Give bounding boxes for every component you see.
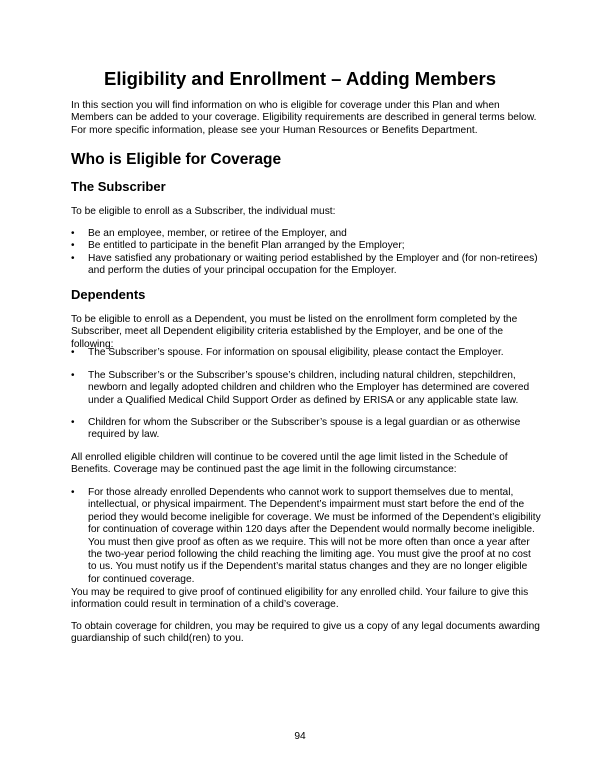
bullet-icon: • xyxy=(71,347,75,358)
dependents-guardian-list xyxy=(71,417,541,442)
bullet-icon: • xyxy=(71,240,75,252)
list-item xyxy=(71,347,541,359)
page-number: 94 xyxy=(294,731,306,742)
list-item-text: The Subscriber’s spouse. For information on spousal eligibility, please contact the Employer. xyxy=(88,347,504,358)
list-item xyxy=(71,417,541,442)
age-limit-paragraph: All enrolled eligible children will continue to be covered until the age limit listed in the Schedule of Benefits. Coverage may be continued past the age limit in the following circumstance: xyxy=(71,452,508,476)
list-item xyxy=(71,240,541,252)
subsection-heading-dependents: Dependents xyxy=(71,287,146,302)
dependents-lead-text: To be eligible to enroll as a Dependent, you must be listed on the enrollment form completed by the Subscriber, meet all Dependent eligibility criteria established by the Employer, and be one of the following: xyxy=(71,314,518,350)
list-item-text: Children for whom the Subscriber or the Subscriber’s spouse is a legal guardian or as otherwise required by law. xyxy=(88,417,521,441)
list-item xyxy=(71,370,541,407)
list-item xyxy=(71,487,541,586)
proof-paragraph: You may be required to give proof of continued eligibility for any enrolled child. Your failure to give this information could result in termination of a child’s coverage. xyxy=(71,587,529,611)
bullet-icon: • xyxy=(71,417,75,428)
list-item-text: For those already enrolled Dependents who cannot work to support themselves due to mental, intellectual, or physical impairment. The Dependent’s impairment must start before the end of the period they would become ineligible for coverage. We must be informed of the Dependent’s eligibility for continuation of coverage within 120 days after the Dependent would normally become ineligible. You must then give proof as often as we require. This will not be more often than once a year after the two-year period following the child reaching the limiting age. You must give the proof at no cost to us. You must notify us if the Dependent’s marital status changes and they are no longer eligible for continued coverage. xyxy=(88,487,541,585)
dependents-children-list xyxy=(71,370,541,407)
guardianship-paragraph: To obtain coverage for children, you may be required to give us a copy of any legal documents awarding guardianship of such child(ren) to you. xyxy=(71,621,540,645)
bullet-icon: • xyxy=(71,228,75,239)
list-item-text: The Subscriber’s or the Subscriber’s spouse’s children, including natural children, stepchildren, newborn and legally adopted children and children who the Employer has determined are covered under a Qualified Medical Child Support Order as defined by ERISA or any applicable state law. xyxy=(88,370,530,406)
bullet-icon: • xyxy=(71,370,75,381)
subsection-heading-subscriber: The Subscriber xyxy=(71,179,166,194)
section-heading-who-eligible: Who is Eligible for Coverage xyxy=(71,151,282,168)
list-item-text: Be an employee, member, or retiree of the Employer, and xyxy=(88,228,347,239)
page-title: Eligibility and Enrollment – Adding Members xyxy=(104,68,496,89)
subscriber-requirements-list xyxy=(71,228,541,278)
list-item xyxy=(71,228,541,240)
subscriber-lead-text: To be eligible to enroll as a Subscriber, the individual must: xyxy=(71,206,336,217)
list-item-text: Be entitled to participate in the benefit Plan arranged by the Employer; xyxy=(88,240,405,252)
bullet-icon: • xyxy=(71,252,75,264)
bullet-icon: • xyxy=(71,487,75,498)
intro-paragraph: In this section you will find information on who is eligible for coverage under this Plan and when Members can be added to your coverage. Eligibility requirements are described in general terms below. For more specific information, please see your Human Resources or Benefits Department. xyxy=(71,100,537,136)
dependents-impairment-list xyxy=(71,487,541,586)
list-item-text: Have satisfied any probationary or waiting period established by the Employer and (for non-retirees) and perform the duties of your principal occupation for the Employer. xyxy=(88,252,538,277)
list-item xyxy=(71,253,541,278)
dependents-spouse-list xyxy=(71,347,541,359)
